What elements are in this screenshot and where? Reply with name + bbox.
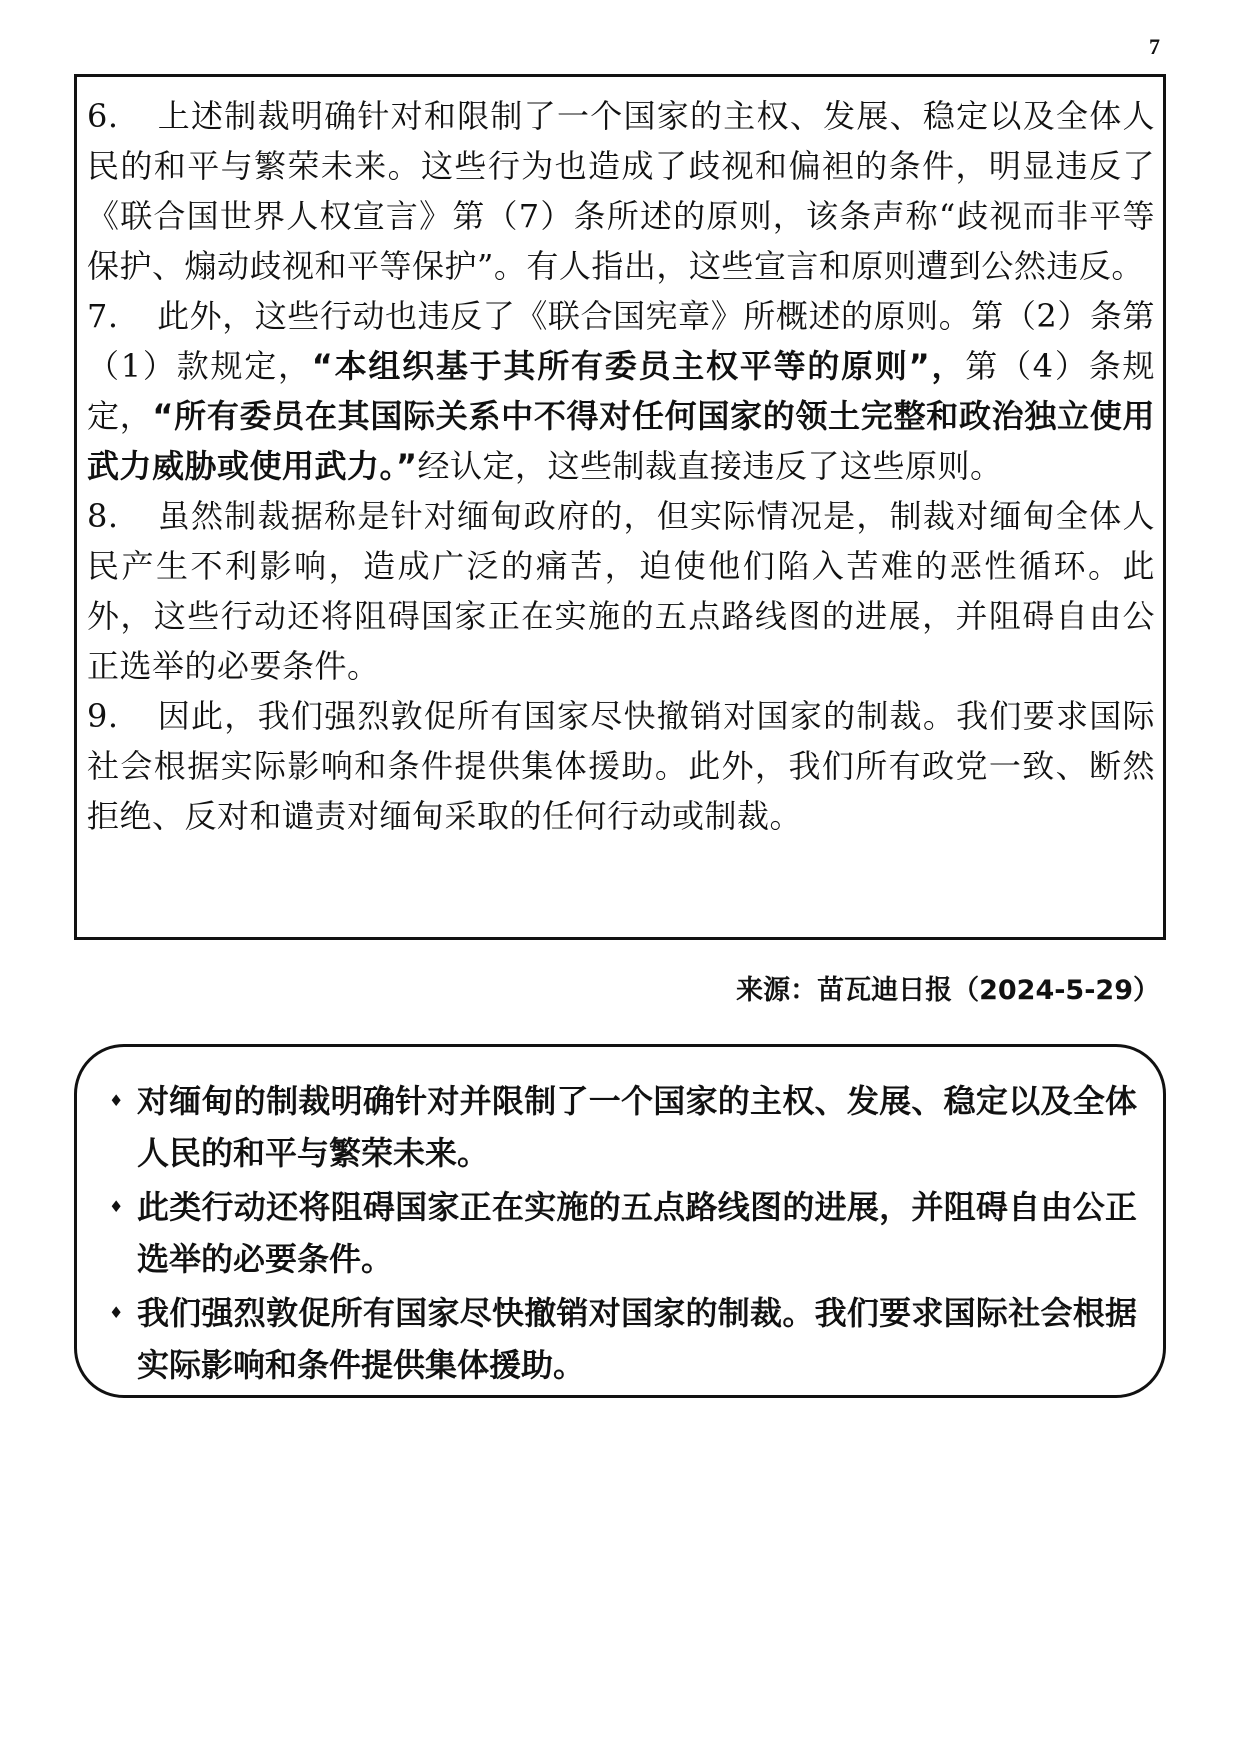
source-citation: 来源：苗瓦迪日报（2024-5-29） bbox=[736, 975, 1160, 1006]
diamond-bullet-icon: ♦ bbox=[109, 1303, 124, 1322]
paragraph-text: 虽然制裁据称是针对缅甸政府的，但实际情况是，制裁对缅甸全体人民产生不利影响，造成广泛的痛苦，迫使他们陷入苦难的恶性循环。此外，这些行动还将阻碍国家正在实施的五点路线图的进展，并阻碍自由公正选举的必要条件。 bbox=[87, 497, 1155, 685]
paragraph-6 bbox=[87, 91, 1155, 291]
paragraph-8 bbox=[87, 491, 1155, 691]
paragraph-text: 第（4）条规定， bbox=[87, 347, 1155, 435]
summary-item bbox=[109, 1075, 1137, 1179]
summary-text: 此类行动还将阻碍国家正在实施的五点路线图的进展，并阻碍自由公正选举的必要条件。 bbox=[137, 1188, 1137, 1278]
paragraph-text: 因此，我们强烈敦促所有国家尽快撤销对国家的制裁。我们要求国际社会根据实际影响和条件提供集体援助。此外，我们所有政党一致、断然拒绝、反对和谴责对缅甸采取的任何行动或制裁。 bbox=[87, 697, 1155, 835]
summary-item bbox=[109, 1287, 1137, 1391]
paragraph-number: 9. bbox=[87, 697, 119, 735]
paragraph-9 bbox=[87, 691, 1155, 841]
paragraph-text: 此外，这些行动也违反了《联合国宪章》所概述的原则。第（2）条第（1）款规定， bbox=[87, 297, 1155, 385]
charter-quote-article-2: “本组织基于其所有委员主权平等的原则”， bbox=[311, 347, 966, 385]
paragraph-number: 8. bbox=[87, 497, 119, 535]
charter-quote-article-4: “所有委员在其国际关系中不得对任何国家的领土完整和政治独立使用武力威胁或使用武力。” bbox=[87, 397, 1155, 485]
summary-text: 我们强烈敦促所有国家尽快撤销对国家的制裁。我们要求国际社会根据实际影响和条件提供集体援助。 bbox=[137, 1294, 1137, 1384]
paragraph-number: 7. bbox=[87, 297, 119, 335]
paragraph-number: 6. bbox=[87, 97, 119, 135]
paragraph-7 bbox=[87, 291, 1155, 491]
summary-item bbox=[109, 1181, 1137, 1285]
paragraph-text: 经认定，这些制裁直接违反了这些原则。 bbox=[417, 447, 1003, 485]
summary-text: 对缅甸的制裁明确针对并限制了一个国家的主权、发展、稳定以及全体人民的和平与繁荣未来。 bbox=[137, 1082, 1137, 1172]
paragraph-text: 上述制裁明确针对和限制了一个国家的主权、发展、稳定以及全体人民的和平与繁荣未来。这些行为也造成了歧视和偏袒的条件，明显违反了《联合国世界人权宣言》第（7）条所述的原则，该条声称“歧视而非平等保护、煽动歧视和平等保护”。有人指出，这些宣言和原则遭到公然违反。 bbox=[87, 97, 1155, 285]
article-excerpt-box bbox=[74, 74, 1166, 940]
diamond-bullet-icon: ♦ bbox=[109, 1197, 124, 1216]
diamond-bullet-icon: ♦ bbox=[109, 1091, 124, 1110]
summary-box bbox=[74, 1044, 1166, 1398]
page-number: 7 bbox=[1149, 34, 1160, 59]
